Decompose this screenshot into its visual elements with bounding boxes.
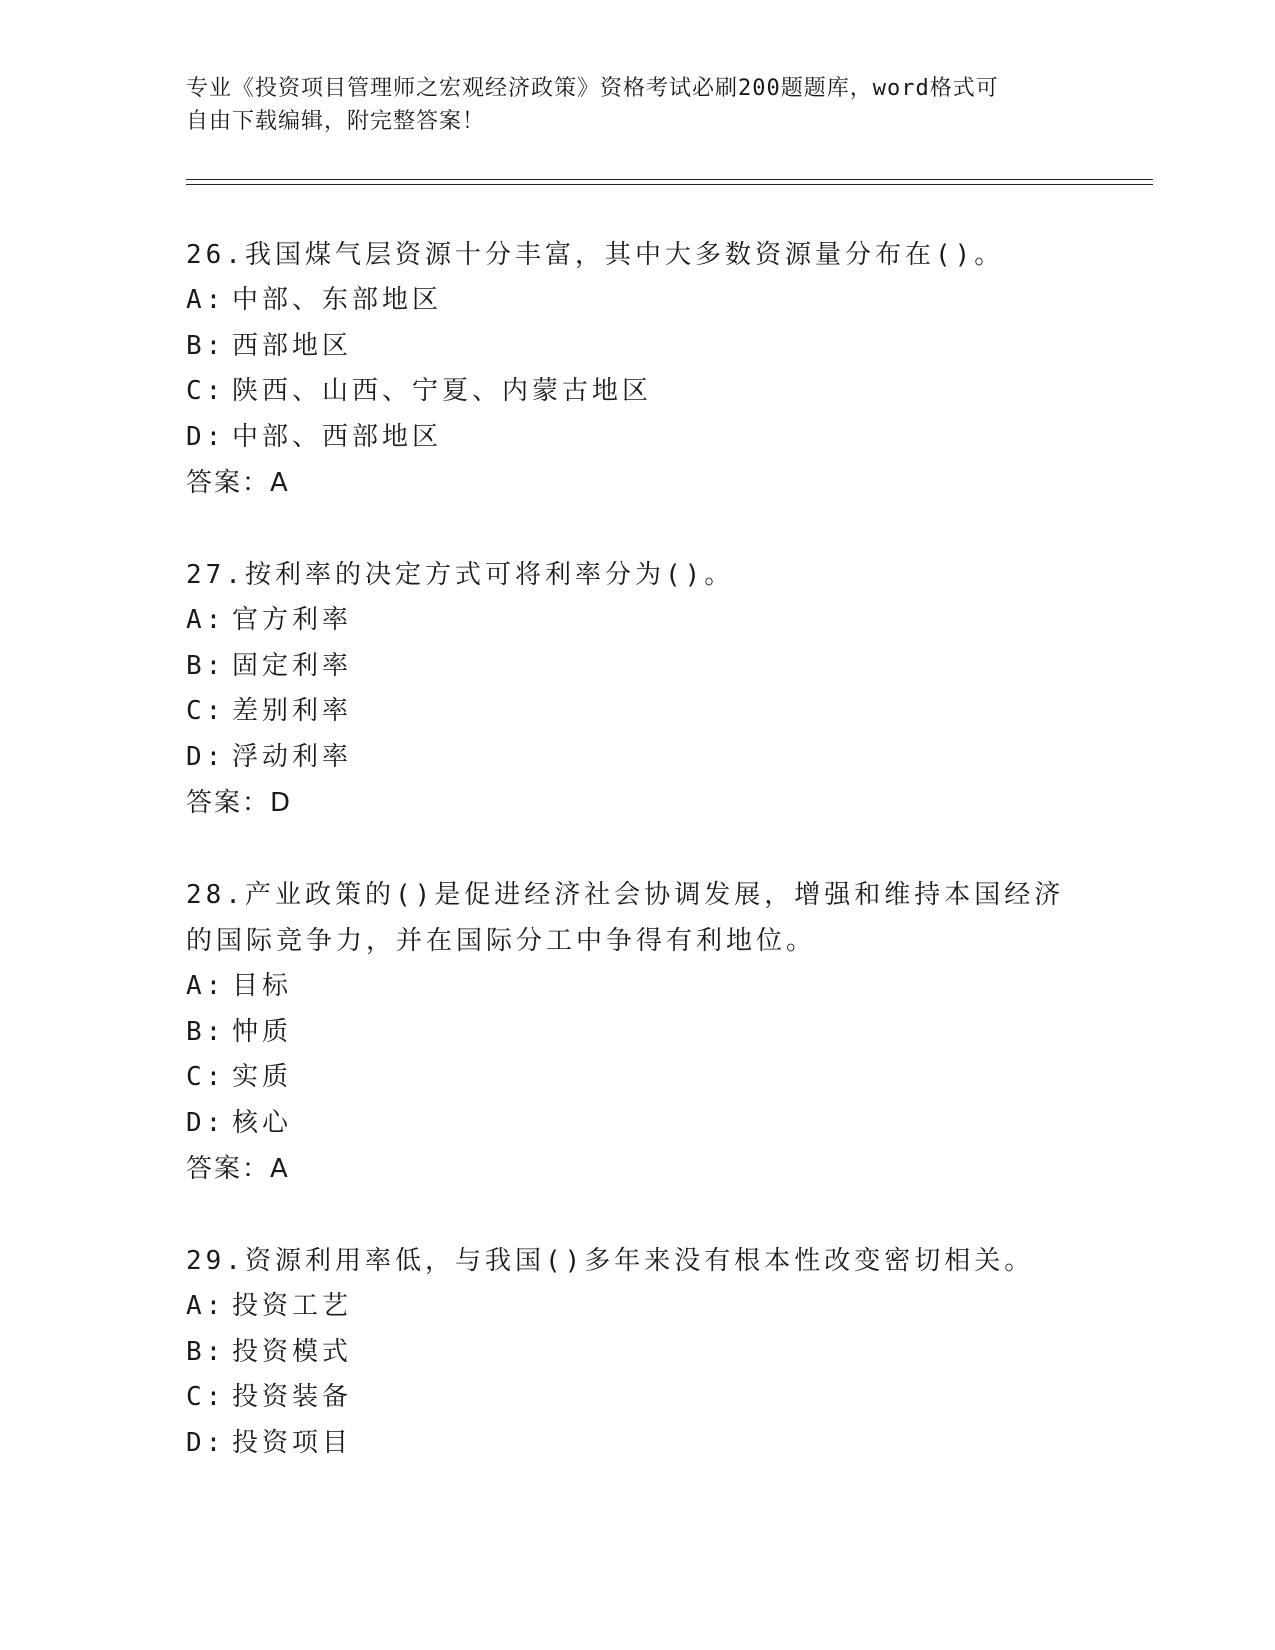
option-d (186, 1101, 1086, 1147)
option-key: C: (186, 696, 226, 726)
option-key: B: (186, 1336, 226, 1367)
question-stem: 26.我国煤气层资源十分丰富，其中大多数资源量分布在()。 (186, 240, 1005, 270)
answer-line: 答案：A (186, 1154, 290, 1184)
question-26 (186, 232, 1086, 506)
option-c (186, 369, 1086, 415)
question-28 (186, 872, 1086, 1192)
option-text: 目标 (232, 971, 293, 1001)
header-line-2: 自由下载编辑，附完整答案！ (186, 109, 486, 134)
question-27 (186, 552, 1086, 826)
option-b (186, 644, 1086, 690)
option-text: 西部地区 (232, 330, 353, 361)
header-divider-bottom (186, 184, 1153, 185)
option-text: 核心 (232, 1107, 293, 1138)
header-divider-top (186, 179, 1153, 180)
question-stem: 29.资源利用率低，与我国()多年来没有根本性改变密切相关。 (186, 1246, 1035, 1276)
option-key: A: (186, 605, 226, 635)
option-text: 固定利率 (232, 650, 353, 681)
answer-line: 答案：D (186, 788, 293, 818)
option-key: D: (186, 741, 226, 772)
option-text: 投资装备 (232, 1382, 353, 1412)
option-key: C: (186, 376, 226, 406)
option-c (186, 1055, 1086, 1101)
option-key: C: (186, 1382, 226, 1412)
option-text: 官方利率 (232, 605, 353, 635)
option-d (186, 415, 1086, 461)
option-key: B: (186, 330, 226, 361)
option-a (186, 598, 1086, 644)
option-text: 浮动利率 (232, 741, 353, 772)
document-header (186, 72, 1066, 138)
option-a (186, 1284, 1086, 1330)
question-stem: 28.产业政策的()是促进经济社会协调发展，增强和维持本国经济的国际竞争力，并在国际分工中争得有利地位。 (186, 880, 1065, 956)
option-text: 投资模式 (232, 1336, 353, 1367)
option-d (186, 1421, 1086, 1467)
option-key: B: (186, 1016, 226, 1047)
option-text: 陕西、山西、宁夏、内蒙古地区 (232, 376, 653, 406)
answer-line: 答案：A (186, 468, 290, 498)
option-a (186, 964, 1086, 1010)
option-text: 投资项目 (232, 1427, 353, 1458)
option-key: A: (186, 285, 226, 315)
question-list (186, 232, 1086, 1512)
question-29 (186, 1238, 1086, 1466)
question-stem: 27.按利率的决定方式可将利率分为()。 (186, 560, 735, 590)
option-a (186, 278, 1086, 324)
option-text: 实质 (232, 1062, 293, 1092)
option-text: 差别利率 (232, 696, 353, 726)
option-key: B: (186, 650, 226, 681)
option-text: 投资工艺 (232, 1291, 353, 1321)
option-text: 忡质 (232, 1016, 293, 1047)
option-key: A: (186, 1291, 226, 1321)
option-key: D: (186, 421, 226, 452)
option-text: 中部、西部地区 (232, 421, 443, 452)
option-text: 中部、东部地区 (232, 285, 443, 315)
option-b (186, 1010, 1086, 1056)
option-key: A: (186, 971, 226, 1001)
option-c (186, 689, 1086, 735)
option-c (186, 1375, 1086, 1421)
option-b (186, 324, 1086, 370)
option-key: C: (186, 1062, 226, 1092)
header-line-1: 专业《投资项目管理师之宏观经济政策》资格考试必刷200题题库，word格式可 (186, 76, 999, 101)
option-key: D: (186, 1427, 226, 1458)
option-key: D: (186, 1107, 226, 1138)
option-d (186, 735, 1086, 781)
option-b (186, 1330, 1086, 1376)
